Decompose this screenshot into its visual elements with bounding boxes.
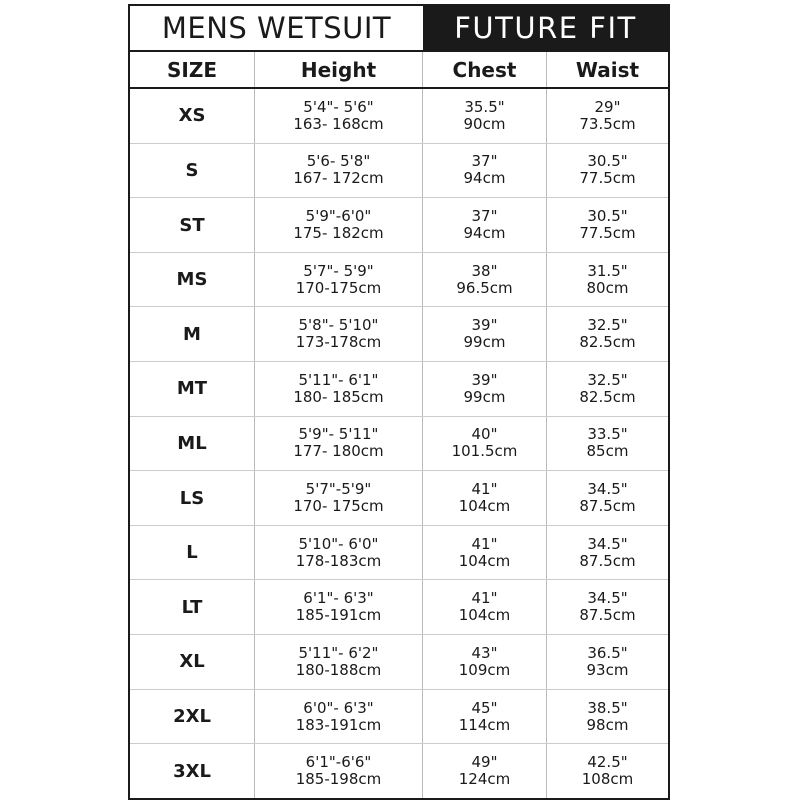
size-cell: ML <box>130 417 255 471</box>
waist-cell <box>547 744 668 798</box>
height-cell <box>255 198 423 252</box>
waist-cell <box>547 635 668 689</box>
chest-imperial: 37" <box>471 152 498 171</box>
chest-imperial: 39" <box>471 370 498 389</box>
waist-imperial: 38.5" <box>587 698 628 717</box>
waist-imperial: 29" <box>594 97 621 116</box>
waist-imperial: 42.5" <box>587 753 628 772</box>
header-chest: Chest <box>423 52 547 87</box>
height-imperial: 5'4"- 5'6" <box>303 97 374 116</box>
chest-metric: 101.5cm <box>451 442 518 461</box>
waist-imperial: 32.5" <box>587 370 628 389</box>
size-cell: S <box>130 144 255 198</box>
chest-metric: 114cm <box>458 715 511 734</box>
chart-subtitle: FUTURE FIT <box>423 6 668 50</box>
chest-metric: 104cm <box>458 497 511 516</box>
height-metric: 185-191cm <box>295 606 382 625</box>
size-cell: XS <box>130 89 255 143</box>
size-cell: XL <box>130 635 255 689</box>
height-cell <box>255 580 423 634</box>
waist-cell <box>547 307 668 361</box>
size-cell: 2XL <box>130 690 255 744</box>
waist-imperial: 36.5" <box>587 643 628 662</box>
size-cell: LS <box>130 471 255 525</box>
waist-imperial: 34.5" <box>587 589 628 608</box>
height-cell <box>255 471 423 525</box>
chest-cell <box>423 307 547 361</box>
height-metric: 175- 182cm <box>293 224 384 243</box>
chest-metric: 90cm <box>463 114 506 133</box>
waist-imperial: 33.5" <box>587 425 628 444</box>
chest-cell <box>423 471 547 525</box>
height-metric: 167- 172cm <box>293 169 384 188</box>
chest-metric: 96.5cm <box>456 278 513 297</box>
chest-imperial: 41" <box>471 589 498 608</box>
waist-imperial: 30.5" <box>587 207 628 226</box>
waist-imperial: 34.5" <box>587 480 628 499</box>
height-cell <box>255 89 423 143</box>
table-row <box>130 526 668 581</box>
chest-imperial: 37" <box>471 207 498 226</box>
table-row <box>130 635 668 690</box>
waist-cell <box>547 89 668 143</box>
chest-imperial: 41" <box>471 480 498 499</box>
height-cell <box>255 690 423 744</box>
height-imperial: 5'11"- 6'2" <box>298 643 379 662</box>
waist-metric: 87.5cm <box>579 497 636 516</box>
header-size: SIZE <box>130 52 255 87</box>
column-headers <box>130 52 668 89</box>
chest-cell <box>423 417 547 471</box>
size-cell: 3XL <box>130 744 255 798</box>
size-cell: MT <box>130 362 255 416</box>
chart-title: MENS WETSUIT <box>161 11 392 45</box>
height-imperial: 5'8"- 5'10" <box>298 316 379 335</box>
height-metric: 178-183cm <box>295 551 382 570</box>
chest-imperial: 40" <box>471 425 498 444</box>
chest-metric: 109cm <box>458 660 511 679</box>
chest-metric: 124cm <box>458 770 511 789</box>
chest-metric: 99cm <box>463 333 506 352</box>
height-metric: 180- 185cm <box>293 387 384 406</box>
table-row <box>130 744 668 798</box>
size-cell: MS <box>130 253 255 307</box>
height-cell <box>255 526 423 580</box>
table-row <box>130 144 668 199</box>
height-cell <box>255 144 423 198</box>
height-cell <box>255 362 423 416</box>
waist-cell <box>547 580 668 634</box>
height-imperial: 5'7"-5'9" <box>305 480 372 499</box>
chest-imperial: 39" <box>471 316 498 335</box>
chest-cell <box>423 690 547 744</box>
waist-imperial: 30.5" <box>587 152 628 171</box>
height-cell <box>255 253 423 307</box>
table-row <box>130 580 668 635</box>
waist-metric: 108cm <box>581 770 634 789</box>
chest-cell <box>423 526 547 580</box>
waist-metric: 73.5cm <box>579 114 636 133</box>
chest-cell <box>423 144 547 198</box>
waist-imperial: 34.5" <box>587 534 628 553</box>
waist-metric: 93cm <box>586 660 629 679</box>
chest-cell <box>423 89 547 143</box>
table-row <box>130 89 668 144</box>
header-waist: Waist <box>575 57 640 82</box>
size-cell: LT <box>130 580 255 634</box>
height-imperial: 6'1"-6'6" <box>305 753 372 772</box>
waist-metric: 98cm <box>586 715 629 734</box>
size-cell: M <box>130 307 255 361</box>
height-metric: 177- 180cm <box>293 442 384 461</box>
table-row <box>130 198 668 253</box>
title-bar <box>130 6 668 52</box>
chest-cell <box>423 253 547 307</box>
chest-cell <box>423 362 547 416</box>
height-metric: 170- 175cm <box>293 497 384 516</box>
chest-cell <box>423 635 547 689</box>
waist-cell <box>547 417 668 471</box>
waist-cell <box>547 198 668 252</box>
height-metric: 163- 168cm <box>293 114 384 133</box>
waist-cell <box>547 144 668 198</box>
height-imperial: 5'7"- 5'9" <box>303 261 374 280</box>
height-cell <box>255 307 423 361</box>
table-row <box>130 471 668 526</box>
height-imperial: 5'6- 5'8" <box>306 152 371 171</box>
chest-imperial: 41" <box>471 534 498 553</box>
height-metric: 180-188cm <box>295 660 382 679</box>
chest-cell <box>423 198 547 252</box>
chest-cell <box>423 744 547 798</box>
waist-cell <box>547 362 668 416</box>
table-row <box>130 253 668 308</box>
waist-metric: 82.5cm <box>579 333 636 352</box>
chest-metric: 94cm <box>463 169 506 188</box>
size-chart <box>128 4 670 800</box>
table-row <box>130 417 668 472</box>
waist-metric: 87.5cm <box>579 606 636 625</box>
waist-metric: 80cm <box>586 278 629 297</box>
height-metric: 185-198cm <box>295 770 382 789</box>
table-row <box>130 690 668 745</box>
height-imperial: 6'1"- 6'3" <box>303 589 374 608</box>
waist-cell <box>547 471 668 525</box>
header-height: Height <box>255 52 423 87</box>
height-metric: 173-178cm <box>295 333 382 352</box>
waist-cell <box>547 253 668 307</box>
waist-metric: 85cm <box>586 442 629 461</box>
table-body <box>130 89 668 798</box>
chest-imperial: 38" <box>471 261 498 280</box>
chest-imperial: 43" <box>471 643 498 662</box>
chest-metric: 99cm <box>463 387 506 406</box>
height-imperial: 5'10"- 6'0" <box>298 534 379 553</box>
waist-metric: 77.5cm <box>579 169 636 188</box>
height-metric: 170-175cm <box>295 278 382 297</box>
waist-metric: 77.5cm <box>579 224 636 243</box>
height-cell <box>255 744 423 798</box>
size-cell: ST <box>130 198 255 252</box>
height-imperial: 5'9"- 5'11" <box>298 425 379 444</box>
table-row <box>130 307 668 362</box>
waist-metric: 87.5cm <box>579 551 636 570</box>
chest-imperial: 45" <box>471 698 498 717</box>
waist-imperial: 32.5" <box>587 316 628 335</box>
height-metric: 183-191cm <box>295 715 382 734</box>
size-cell: L <box>130 526 255 580</box>
waist-imperial: 31.5" <box>587 261 628 280</box>
height-imperial: 5'11"- 6'1" <box>298 370 379 389</box>
height-imperial: 5'9"-6'0" <box>305 207 372 226</box>
height-imperial: 6'0"- 6'3" <box>303 698 374 717</box>
chest-imperial: 49" <box>471 753 498 772</box>
waist-metric: 82.5cm <box>579 387 636 406</box>
waist-cell <box>547 690 668 744</box>
chest-imperial: 35.5" <box>464 97 505 116</box>
waist-cell <box>547 526 668 580</box>
table-row <box>130 362 668 417</box>
chest-cell <box>423 580 547 634</box>
chest-metric: 94cm <box>463 224 506 243</box>
height-cell <box>255 635 423 689</box>
height-cell <box>255 417 423 471</box>
chest-metric: 104cm <box>458 551 511 570</box>
chest-metric: 104cm <box>458 606 511 625</box>
